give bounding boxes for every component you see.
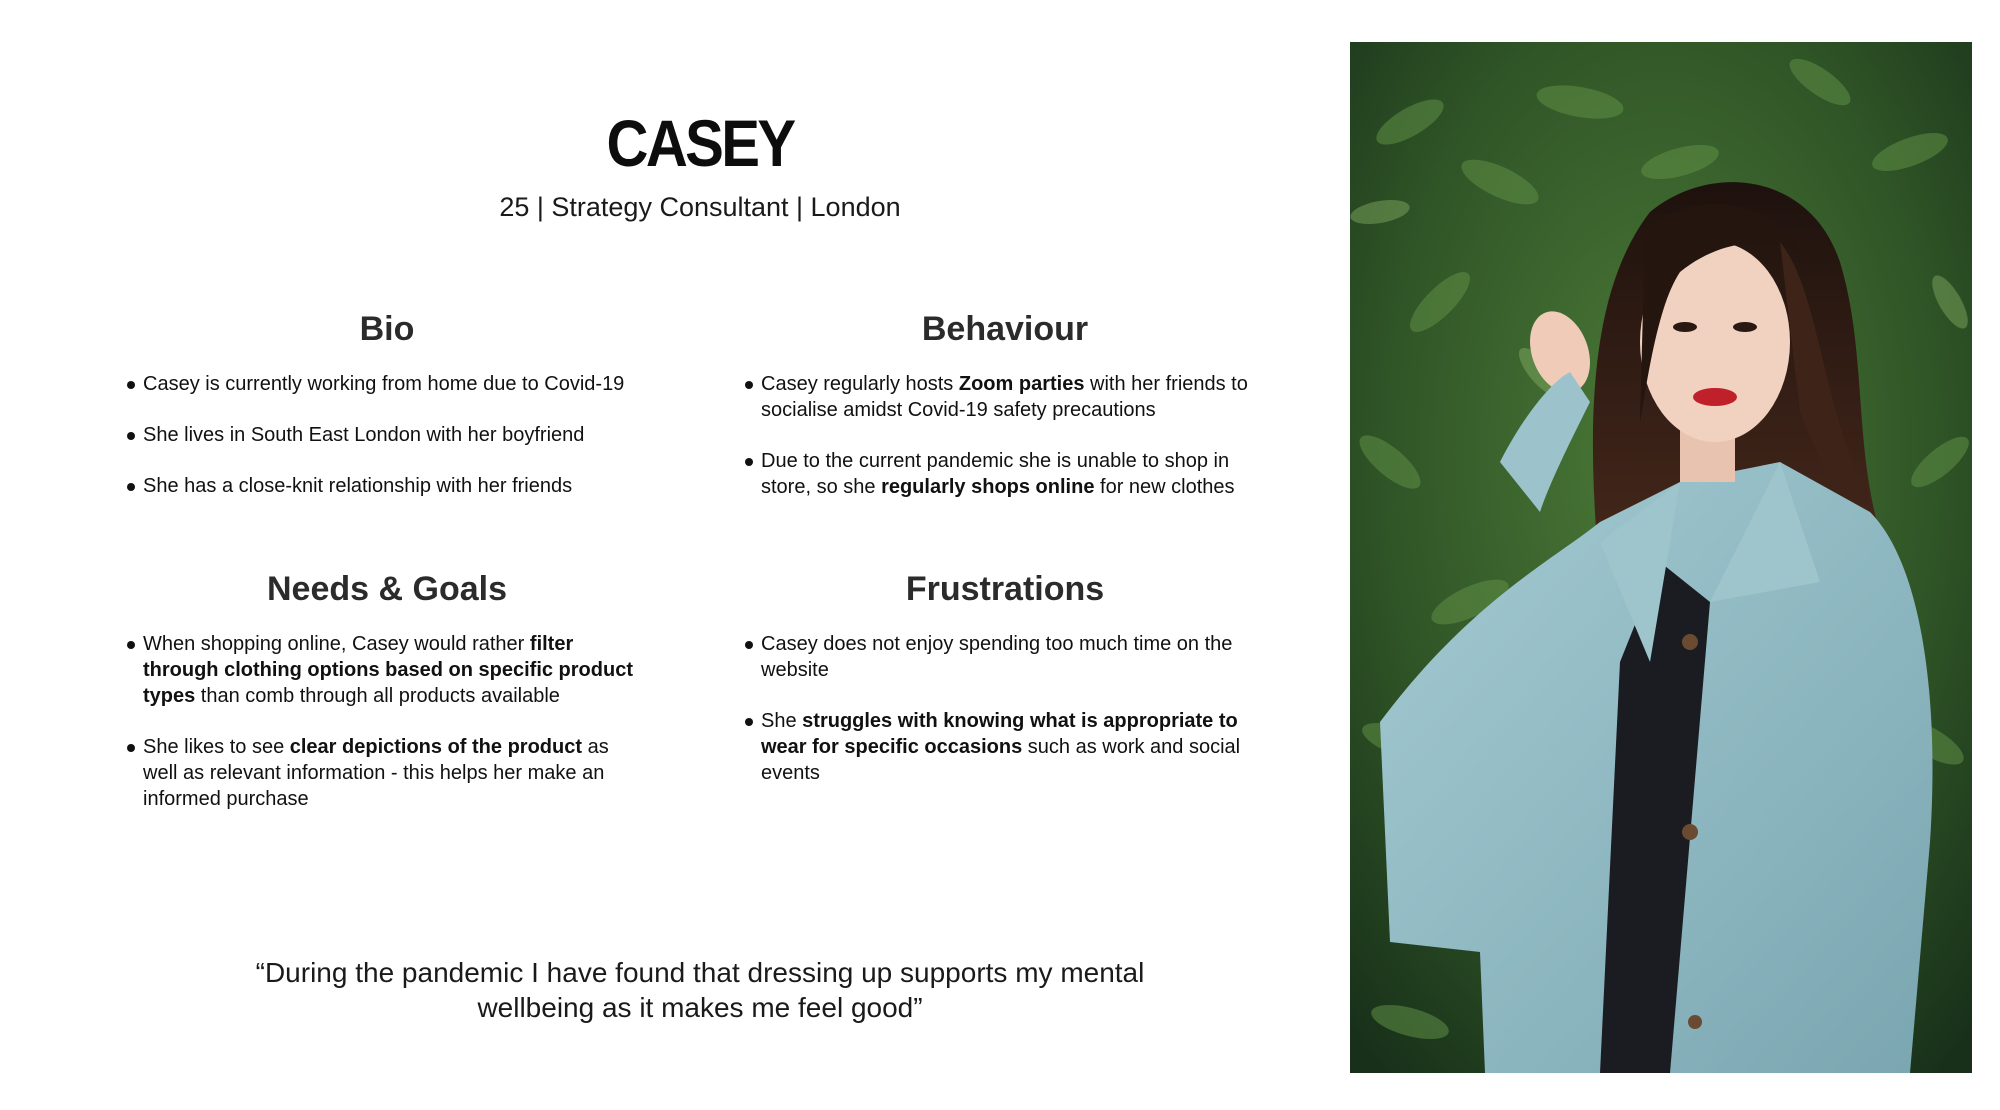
needs-goals-item-emphasis: clear depictions of the product (289, 736, 583, 758)
needs-goals-item-text: She likes to see (143, 736, 290, 758)
bio-list (127, 371, 647, 499)
needs-goals-item-emphasis: filter through clothing options based on specific product types (143, 633, 633, 707)
behaviour-item (745, 448, 1265, 500)
bio-item: She has a close-knit relationship with her friends (127, 473, 647, 499)
persona-quote (200, 955, 1200, 1025)
needs-goals-title: Needs & Goals (267, 570, 507, 608)
behaviour-item-text: for new clothes (1094, 476, 1235, 498)
behaviour-title: Behaviour (921, 310, 1089, 348)
bio-section (127, 310, 647, 524)
bio-title: Bio (359, 310, 415, 348)
needs-goals-item (127, 734, 647, 812)
quote-line: wellbeing as it makes me feel good” (477, 992, 923, 1023)
persona-header (340, 106, 1060, 223)
needs-goals-item-text: When shopping online, Casey would rather (143, 633, 530, 655)
frustrations-item-text: She (761, 710, 803, 732)
frustrations-title: Frustrations (905, 570, 1105, 608)
frustrations-list (745, 631, 1265, 786)
behaviour-item-text: Due to the current pandemic she is unable to shop in store, so she (761, 450, 1230, 498)
persona-photo (1350, 42, 1972, 1073)
bio-item: She lives in South East London with her boyfriend (127, 422, 647, 448)
behaviour-item-emphasis: Zoom parties (958, 373, 1085, 395)
frustrations-item-text: Casey does not enjoy spending too much time on the website (761, 633, 1233, 681)
lips (1693, 388, 1737, 406)
frustrations-item (745, 631, 1265, 683)
needs-goals-section (127, 570, 647, 837)
persona-name: CASEY (606, 106, 794, 180)
needs-goals-list (127, 631, 647, 812)
frustrations-item-emphasis: struggles with knowing what is appropriate to wear for specific occasions (761, 710, 1238, 758)
frustrations-item (745, 708, 1265, 786)
frustrations-section (745, 570, 1265, 811)
frustrations-item-text: such as work and social events (761, 736, 1241, 784)
quote-line: “During the pandemic I have found that dressing up supports my mental (255, 957, 1145, 988)
needs-goals-item-text: as well as relevant information - this helps her make an informed purchase (143, 736, 609, 810)
needs-goals-item-text: than comb through all products available (195, 685, 560, 707)
bio-item: Casey is currently working from home due to Covid-19 (127, 371, 647, 397)
persona-subtitle: 25 | Strategy Consultant | London (499, 192, 901, 222)
needs-goals-item (127, 631, 647, 709)
behaviour-item-emphasis: regularly shops online (881, 476, 1095, 498)
behaviour-item (745, 371, 1265, 423)
behaviour-item-text: with her friends to socialise amidst Covid-19 safety precautions (761, 373, 1248, 421)
behaviour-item-text: Casey regularly hosts (761, 373, 959, 395)
behaviour-section (745, 310, 1265, 525)
behaviour-list (745, 371, 1265, 500)
